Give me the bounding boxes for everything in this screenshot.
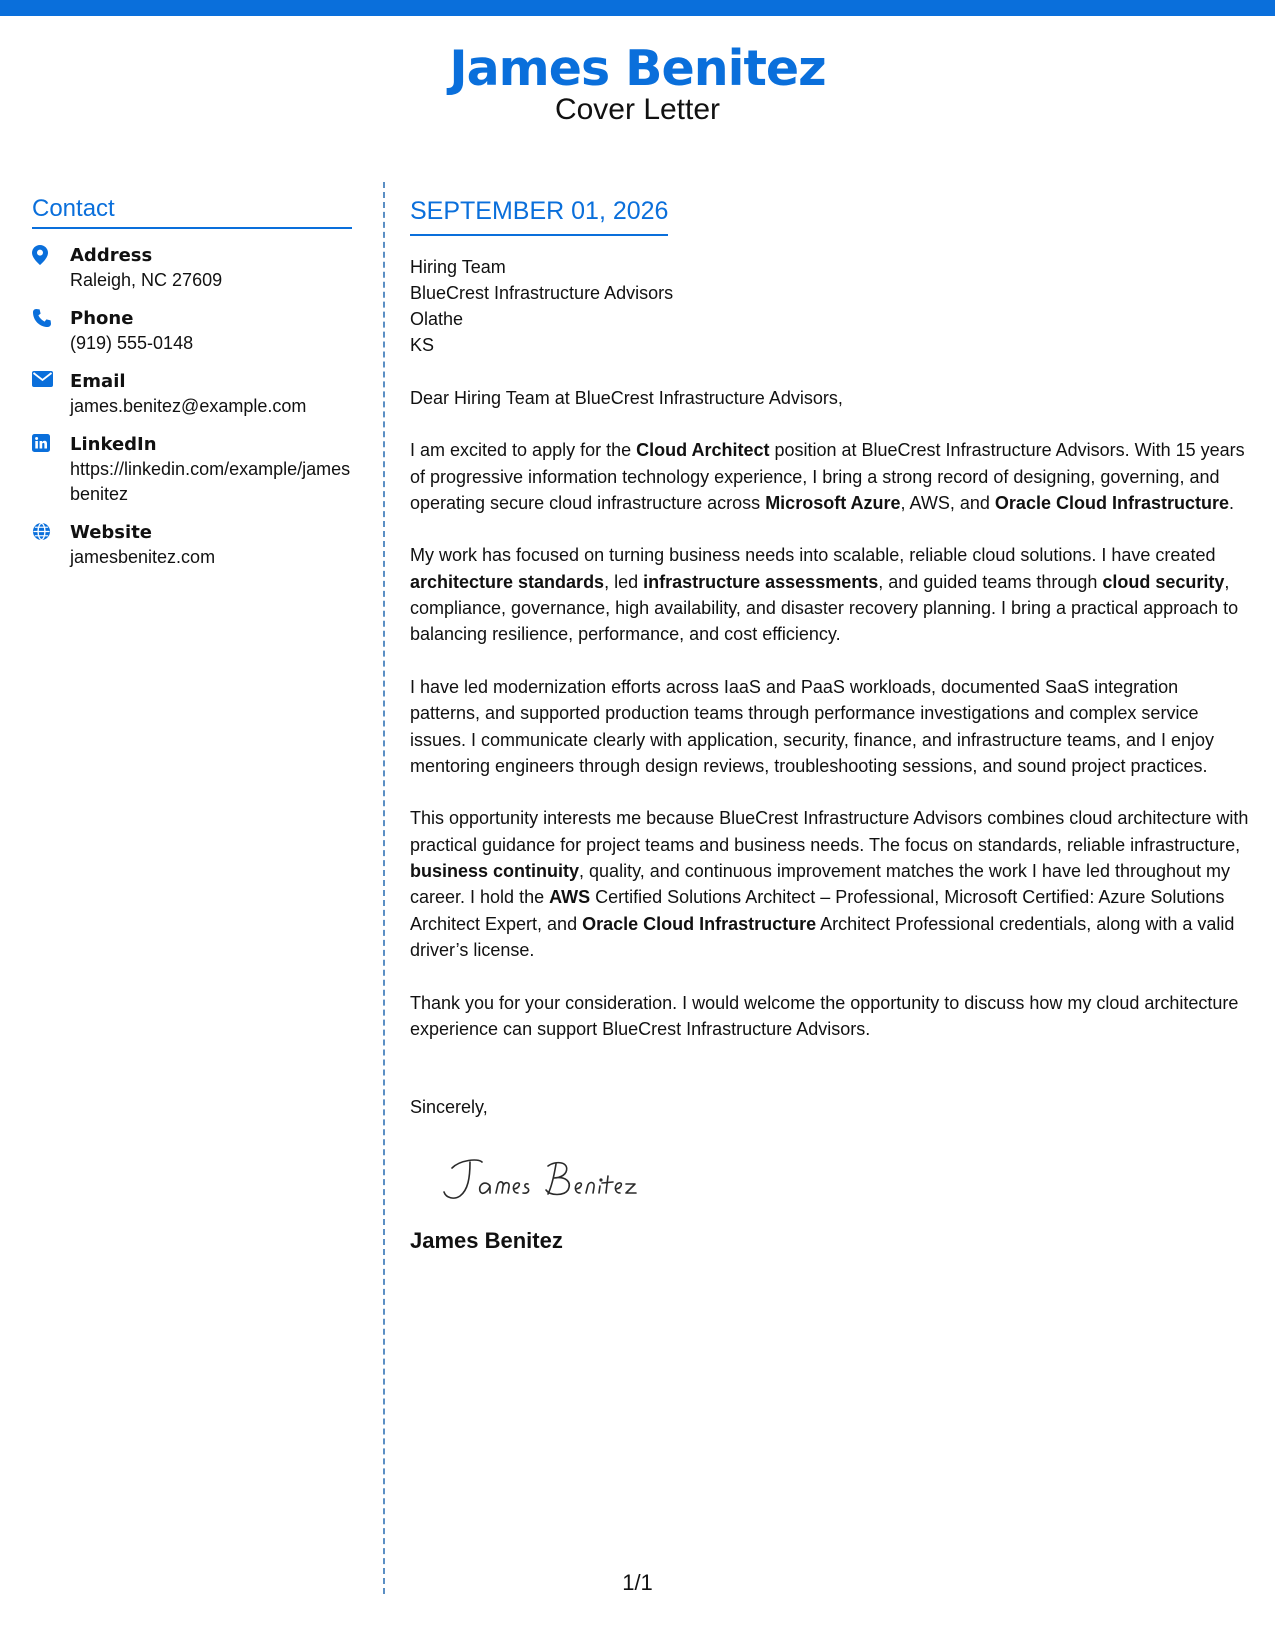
- paragraph-intro: [410, 437, 1252, 516]
- emphasis: cloud security: [1102, 571, 1225, 592]
- contact-label: Phone: [70, 308, 134, 329]
- emphasis: business continuity: [410, 861, 580, 882]
- contact-value[interactable]: jamesbenitez.com: [70, 547, 216, 567]
- top-accent-bar: [0, 0, 1275, 16]
- recipient-line: Hiring Team: [410, 256, 506, 277]
- recipient-line: KS: [410, 335, 435, 356]
- emphasis: infrastructure assessments: [643, 571, 879, 592]
- text-run: , quality, and continuous improvement matches the work I have led throughout my career. I hold the: [410, 861, 1231, 908]
- contact-value: james.benitez@example.com: [70, 396, 307, 416]
- paragraph-closing: Thank you for your consideration. I would welcome the opportunity to discuss how my cloud architecture experience can support BlueCrest Infrastructure Advisors.: [410, 992, 1239, 1039]
- paragraph-modernization: I have led modernization efforts across IaaS and PaaS workloads, documented SaaS integration patterns, and supported production teams through performance investigations and complex service issues. I communicate clearly with application, security, finance, and infrastructure teams, and I enjoy mentoring engineers through design reviews, troubleshooting sessions, and sound project practices.: [410, 676, 1215, 776]
- text-run: My work has focused on turning business needs into scalable, reliable cloud solutions. I have created: [410, 545, 1216, 566]
- emphasis: Oracle Cloud Infrastructure: [582, 913, 817, 934]
- map-pin-icon: [32, 243, 70, 265]
- contact-label: Address: [70, 245, 153, 266]
- recipient-line: BlueCrest Infrastructure Advisors: [410, 282, 674, 303]
- text-run: , and guided teams through: [878, 571, 1103, 592]
- text-run: , compliance, governance, high availability, and disaster recovery planning. I bring a practical approach to balancing resilience, performance, and cost efficiency.: [410, 571, 1239, 645]
- linkedin-icon: [32, 432, 70, 452]
- phone-icon: [32, 306, 70, 328]
- contact-label: Email: [70, 371, 126, 392]
- contact-label: Website: [70, 522, 153, 543]
- text-run: I am excited to apply for the: [410, 440, 637, 461]
- applicant-name: James Benitez: [449, 40, 826, 97]
- contact-value: Raleigh, NC 27609: [70, 270, 223, 290]
- contact-item-website: [32, 520, 352, 570]
- recipient-line: Olathe: [410, 309, 464, 330]
- emphasis: architecture standards: [410, 571, 605, 592]
- emphasis: AWS: [549, 887, 591, 908]
- closing-phrase: Sincerely,: [410, 1097, 488, 1118]
- contact-item-address: [32, 243, 352, 293]
- contact-item-phone: [32, 306, 352, 356]
- emphasis: Cloud Architect: [636, 440, 770, 461]
- contact-value: (919) 555-0148: [70, 333, 194, 353]
- text-run: position at BlueCrest Infrastructure Advisors. With 15 years of progressive information technology experience, I bring a strong record of designing, governing, and operating secure cloud infrastructure across: [410, 440, 1245, 513]
- paragraph-motivation: [410, 805, 1252, 963]
- text-run: , AWS, and: [900, 492, 995, 513]
- paragraph-experience: [410, 542, 1252, 647]
- text-run: Certified Solutions Architect – Professional, Microsoft Certified: Azure Solutions Architect Expert, and: [410, 887, 1225, 934]
- recipient-block: [410, 254, 1252, 359]
- contact-item-linkedin: [32, 432, 352, 507]
- text-run: , led: [604, 571, 644, 592]
- signature-image: [430, 1146, 670, 1216]
- page-number: 1/1: [622, 1570, 653, 1595]
- contact-label: LinkedIn: [70, 434, 157, 455]
- text-run: This opportunity interests me because BlueCrest Infrastructure Advisors combines cloud architecture with practical guidance for project teams and business needs. The focus on standards, reliable infrastructure,: [410, 808, 1249, 855]
- handwritten-signature: [430, 1146, 1252, 1216]
- emphasis: Microsoft Azure: [765, 492, 901, 513]
- globe-icon: [32, 520, 70, 541]
- document-header: [0, 40, 1275, 127]
- letter-date: SEPTEMBER 01, 2026: [410, 195, 668, 236]
- column-divider: [383, 182, 385, 1594]
- letter-body: [410, 195, 1252, 1255]
- contact-heading: Contact: [32, 195, 352, 229]
- salutation: Dear Hiring Team at BlueCrest Infrastructure Advisors,: [410, 387, 843, 408]
- contact-value[interactable]: https://linkedin.com/example/jamesbenitez: [70, 459, 351, 504]
- document-subtitle: Cover Letter: [554, 92, 721, 126]
- emphasis: Oracle Cloud Infrastructure: [994, 492, 1229, 513]
- text-run: Architect Professional credentials, along with a valid driver’s license.: [410, 913, 1235, 960]
- text-run: .: [1228, 492, 1234, 513]
- contact-sidebar: [32, 195, 352, 583]
- signed-name: James Benitez: [410, 1228, 563, 1254]
- contact-item-email: [32, 369, 352, 419]
- envelope-icon: [32, 369, 70, 387]
